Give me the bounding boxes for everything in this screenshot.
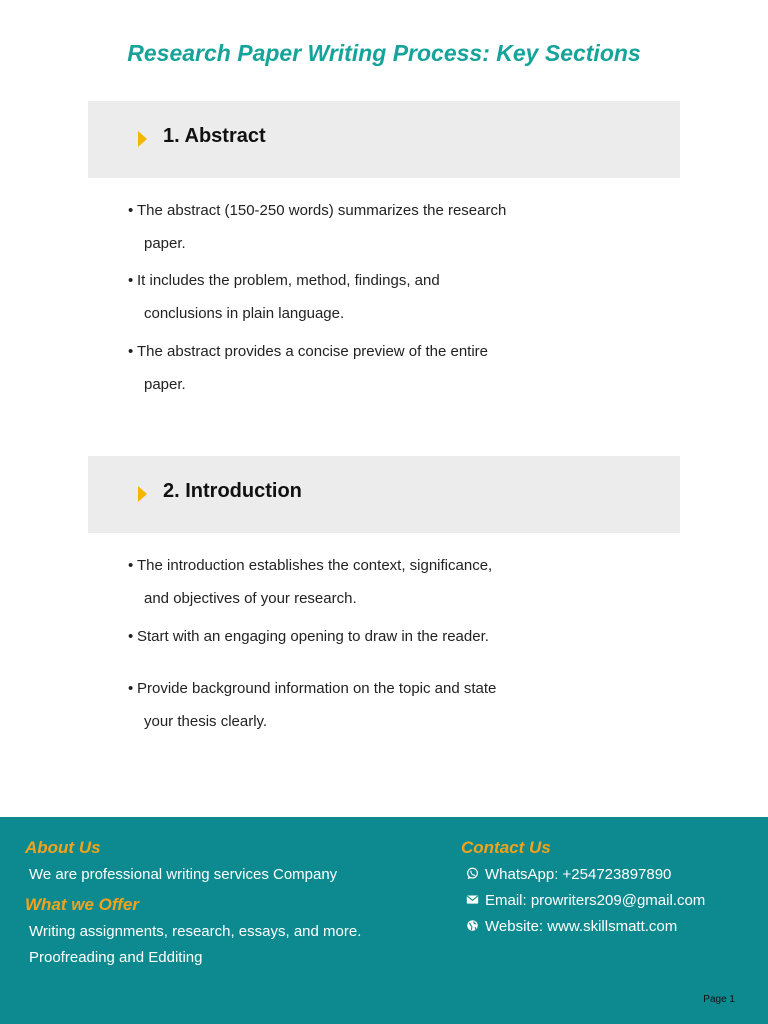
caret-right-icon [138,486,147,502]
website-text: Website: www.skillsmatt.com [485,918,678,935]
page-number: Page 1 [703,994,735,1005]
whatsapp-text: WhatsApp: +254723897890 [485,866,672,883]
globe-icon [466,919,479,932]
page-title: Research Paper Writing Process: Key Sections [127,40,641,66]
section-heading: 1. Abstract [163,125,266,147]
about-text: We are professional writing services Company [29,866,338,883]
list-item: • The introduction establishes the context, significance, and objectives of your research. [128,557,493,607]
list-item: • Start with an engaging opening to draw in the reader. [128,628,489,645]
list-item: • The abstract provides a concise preview of the entire paper. [128,343,489,393]
envelope-icon [466,893,479,906]
email-contact[interactable] [466,892,705,909]
offer-line: Writing assignments, research, essays, and more. [29,923,362,940]
section-header-introduction [88,456,680,533]
offer-line: Proofreading and Edditing [29,949,203,966]
footer [0,817,768,1024]
whatsapp-contact[interactable] [466,866,671,883]
email-text: Email: prowriters209@gmail.com [485,892,706,909]
contact-heading: Contact Us [461,838,551,857]
list-item: • It includes the problem, method, findings, and conclusions in plain language. [128,272,440,322]
list-item: • The abstract (150-250 words) summarizes the research paper. [128,202,507,252]
list-item: • Provide background information on the topic and state your thesis clearly. [128,680,497,730]
about-heading: About Us [25,838,101,857]
caret-right-icon [138,131,147,147]
whatsapp-icon [466,867,479,880]
section-heading: 2. Introduction [163,480,302,502]
section-header-abstract [88,101,680,178]
offer-heading: What we Offer [25,895,139,914]
website-contact[interactable] [466,918,677,935]
